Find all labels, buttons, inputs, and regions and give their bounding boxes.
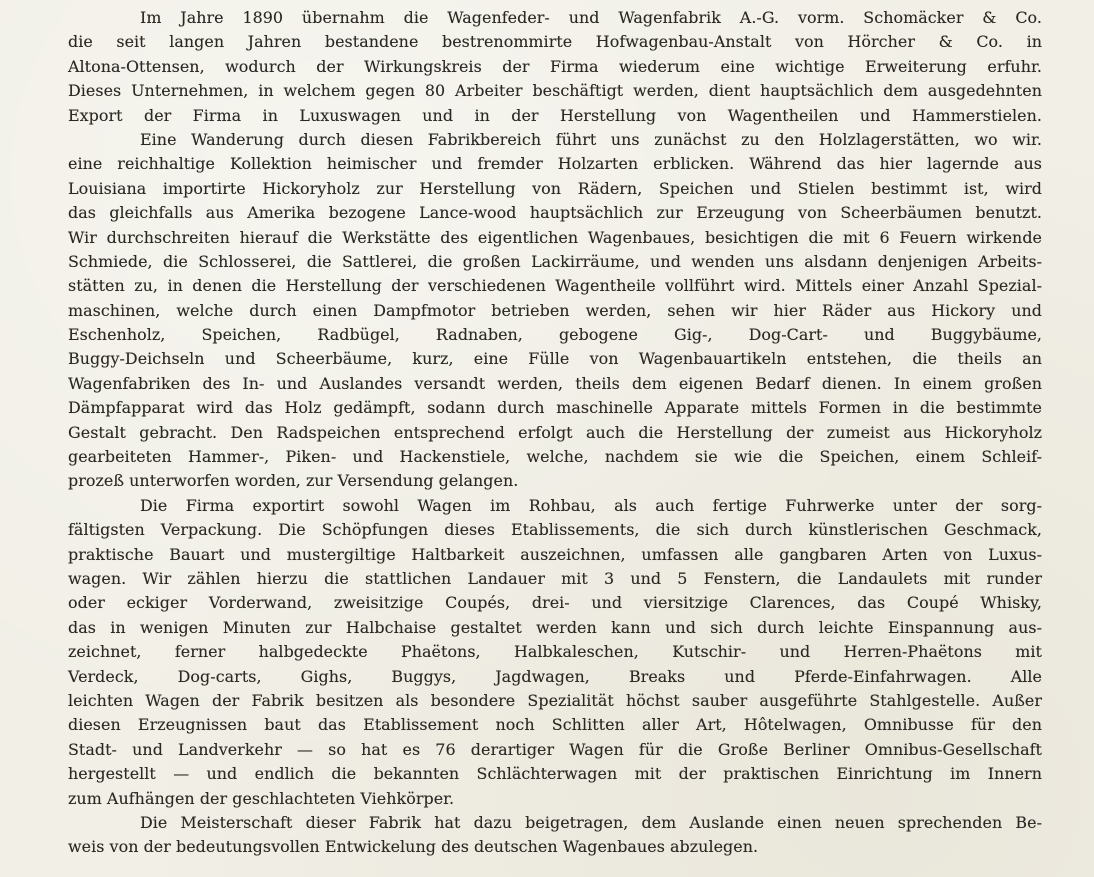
body-text [68, 6, 1042, 860]
text-line: zum Aufhängen der geschlachteten Viehkörper. [68, 788, 455, 808]
text-line: Altona-Ottensen, wodurch der Wirkungskreis der Firma wiederum eine wichtige Erweiterung erfuhr. [68, 56, 1042, 76]
paragraph-1 [68, 6, 1042, 128]
text-line: Dämpfapparat wird das Holz gedämpft, sodann durch maschinelle Apparate mittels Formen in die bestimmte [68, 398, 1042, 418]
text-line: hergestellt — und endlich die bekannten Schlächterwagen mit der praktischen Einrichtung im Innern [68, 764, 1042, 784]
text-line: das gleichfalls aus Amerika bezogene Lance-wood hauptsächlich zur Erzeugung von Scheerbäumen benutzt. [68, 203, 1042, 223]
text-line: Eschenholz, Speichen, Radbügel, Radnaben, gebogene Gig-, Dog-Cart- und Buggybäume, [68, 325, 1042, 345]
text-line: Wagenfabriken des In- und Auslandes versandt werden, theils dem eigenen Bedarf dienen. In einem großen [68, 373, 1042, 393]
text-line: Im Jahre 1890 übernahm die Wagenfeder- und Wagenfabrik A.-G. vorm. Schomäcker & Co. [140, 8, 1042, 27]
text-line: Die Meisterschaft dieser Fabrik hat dazu beigetragen, dem Auslande einen neuen sprechenden Be- [140, 812, 1042, 832]
text-line: weis von der bedeutungsvollen Entwickelung des deutschen Wagenbaues abzulegen. [68, 837, 759, 857]
text-line: diesen Erzeugnissen baut das Etablissement noch Schlitten aller Art, Hôtelwagen, Omnibusse für den [68, 715, 1042, 735]
text-line: Die Firma exportirt sowohl Wagen im Rohbau, als auch fertige Fuhrwerke unter der sorg- [140, 495, 1042, 515]
text-line: maschinen, welche durch einen Dampfmotor betrieben werden, sehen wir hier Räder aus Hickory und [68, 300, 1042, 320]
text-line: zeichnet, ferner halbgedeckte Phaëtons, Halbkaleschen, Kutschir- und Herren-Phaëtons mit [68, 642, 1042, 662]
paragraph-2 [68, 128, 1042, 494]
text-line: oder eckiger Vorderwand, zweisitzige Coupés, drei- und viersitzige Clarences, das Coupé Whisky, [68, 593, 1042, 613]
text-line: Eine Wanderung durch diesen Fabrikbereich führt uns zunächst zu den Holzlagerstätten, wo wir. [140, 129, 1042, 149]
text-line: Verdeck, Dog-carts, Gighs, Buggys, Jagdwagen, Breaks und Pferde-Einfahrwagen. Alle [68, 666, 1042, 686]
text-line: leichten Wagen der Fabrik besitzen als besondere Spezialität höchst sauber ausgeführte Stahlgestelle. Außer [68, 690, 1042, 710]
text-line: wagen. Wir zählen hierzu die stattlichen Landauer mit 3 und 5 Fenstern, die Landaulets mit runder [68, 568, 1042, 588]
text-line: das in wenigen Minuten zur Halbchaise gestaltet werden kann und sich durch leichte Einspannung aus- [68, 617, 1042, 637]
text-line: die seit langen Jahren bestandene bestrenommirte Hofwagenbau-Anstalt von Hörcher & Co. in [68, 32, 1042, 52]
text-line: Dieses Unternehmen, in welchem gegen 80 Arbeiter beschäftigt werden, dient hauptsächlich dem ausgedehnten [68, 81, 1042, 101]
text-line: Schmiede, die Schlosserei, die Sattlerei, die großen Lackirräume, und wenden uns alsdann denjenigen Arbeits- [68, 251, 1042, 271]
text-line: Gestalt gebracht. Den Radspeichen entsprechend erfolgt auch die Herstellung der zumeist aus Hickoryholz [68, 422, 1042, 442]
paragraph-4 [68, 811, 1042, 860]
text-line: eine reichhaltige Kollektion heimischer und fremder Holzarten erblicken. Während das hier lagernde aus [68, 154, 1042, 174]
text-line: Buggy-Deichseln und Scheerbäume, kurz, eine Fülle von Wagenbauartikeln entstehen, die theils an [68, 349, 1042, 369]
text-line: fältigsten Verpackung. Die Schöpfungen dieses Etablissements, die sich durch künstlerischen Geschmack, [68, 520, 1042, 540]
paragraph-3 [68, 494, 1042, 811]
text-line: Stadt- und Landverkehr — so hat es 76 derartiger Wagen für die Große Berliner Omnibus-Gesellschaft [68, 739, 1042, 759]
text-line: prozeß unterworfen worden, zur Versendung gelangen. [68, 471, 519, 491]
text-line: Export der Firma in Luxuswagen und in der Herstellung von Wagentheilen und Hammerstielen. [68, 105, 1042, 125]
text-line: Wir durchschreiten hierauf die Werkstätte des eigentlichen Wagenbaues, besichtigen die mit 6 Feuern wirkende [68, 227, 1042, 247]
text-line: praktische Bauart und mustergiltige Haltbarkeit auszeichnen, umfassen alle gangbaren Arten von Luxus- [68, 544, 1042, 564]
text-line: stätten zu, in denen die Herstellung der verschiedenen Wagentheile vollführt wird. Mittels einer Anzahl Spezial- [68, 276, 1042, 296]
text-line: Louisiana importirte Hickoryholz zur Herstellung von Rädern, Speichen und Stielen bestimmt ist, wird [68, 178, 1042, 198]
text-line: gearbeiteten Hammer-, Piken- und Hackenstiele, welche, nachdem sie wie die Speichen, einem Schleif- [68, 447, 1042, 467]
